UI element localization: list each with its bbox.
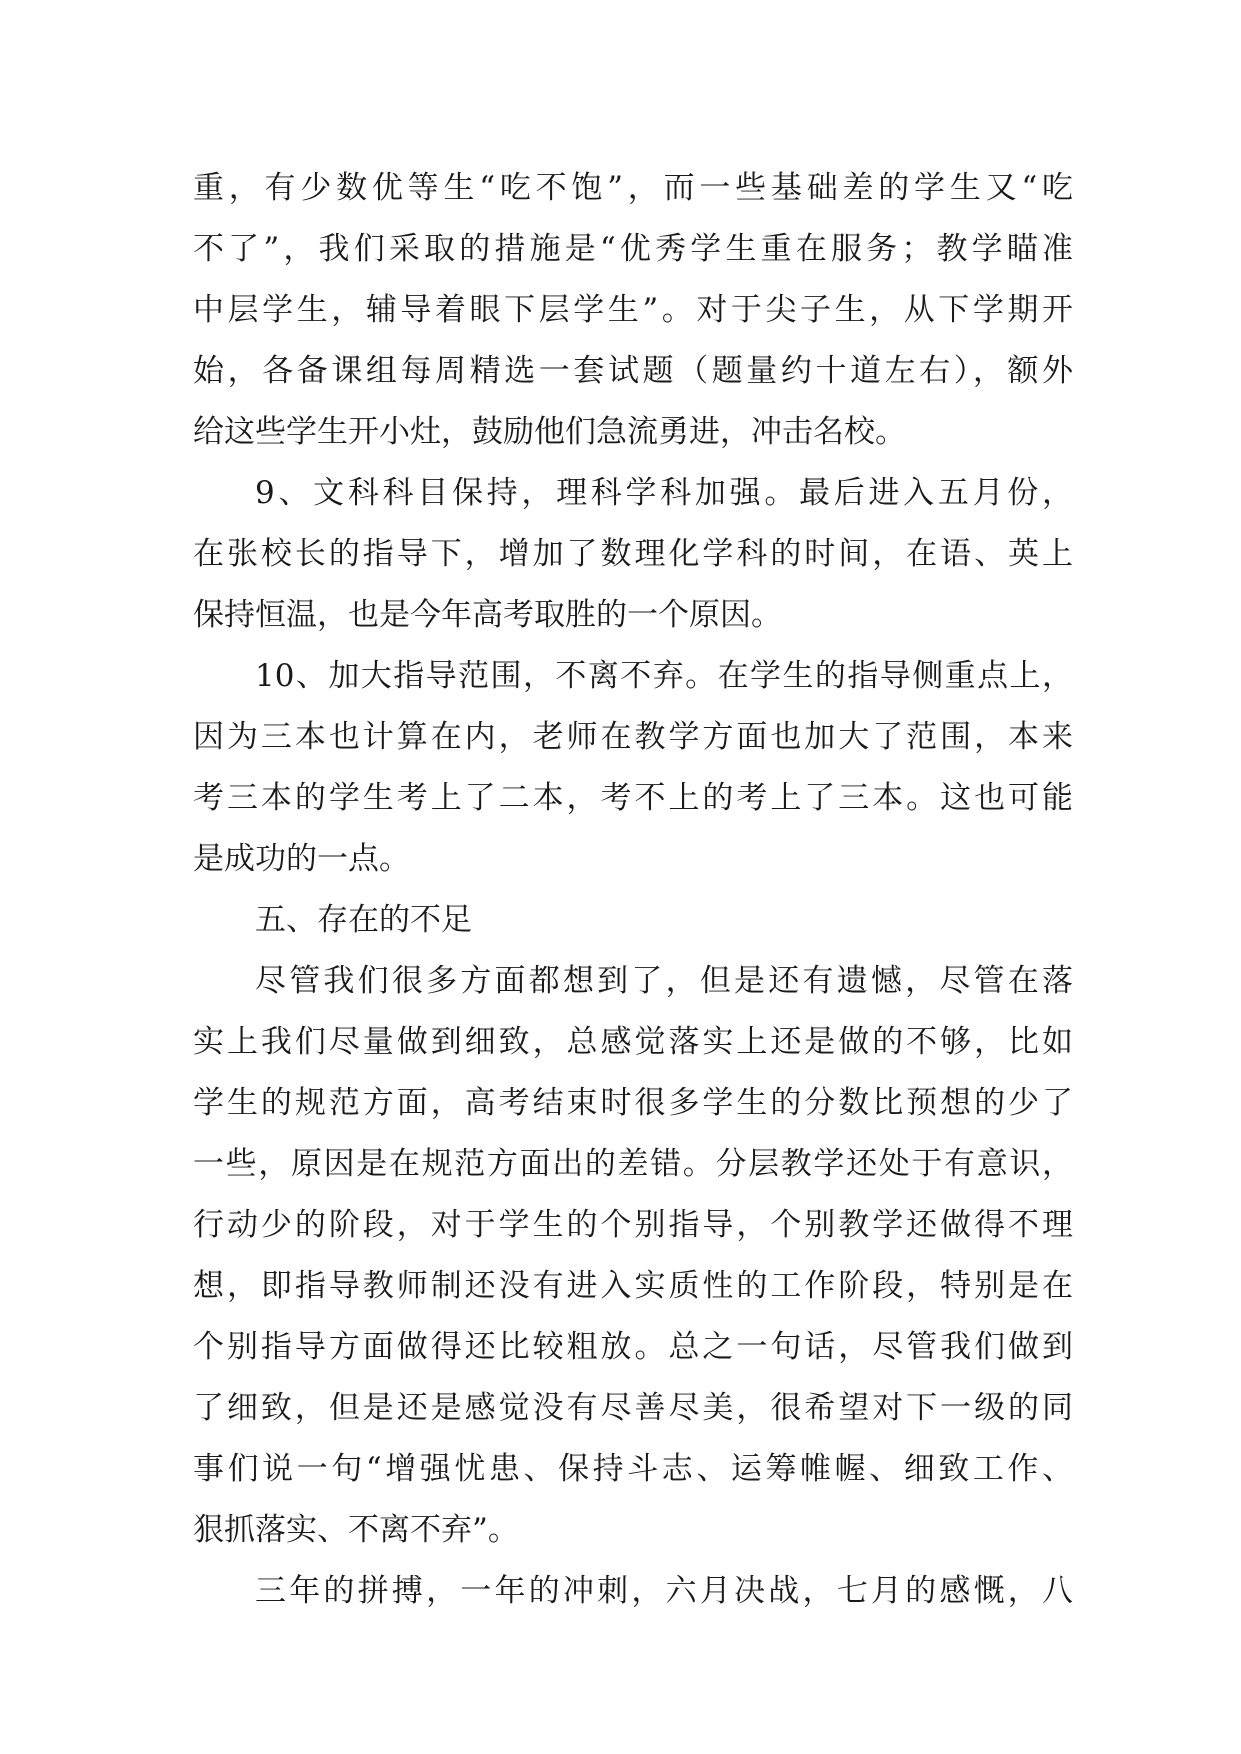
text-line: 是成功的一点。 [193, 841, 410, 877]
text-line: 不了”，我们采取的措施是“优秀学生重在服务；教学瞄准 [193, 231, 1073, 267]
text-line: 实上我们尽量做到细致，总感觉落实上还是做的不够，比如 [193, 1024, 1073, 1060]
text-line: 了细致，但是还是感觉没有尽善尽美，很希望对下一级的同 [193, 1390, 1073, 1426]
text-line: 重，有少数优等生“吃不饱”，而一些基础差的学生又“吃 [193, 170, 1073, 206]
text-line: 尽管我们很多方面都想到了，但是还有遗憾，尽管在落 [255, 963, 1073, 999]
text-line: 一些，原因是在规范方面出的差错。分层教学还处于有意识， [193, 1146, 1073, 1182]
text-line: 学生的规范方面，高考结束时很多学生的分数比预想的少了 [193, 1085, 1073, 1121]
text-line: 事们说一句“增强忧患、保持斗志、运筹帷幄、细致工作、 [193, 1451, 1073, 1487]
text-line: 想，即指导教师制还没有进入实质性的工作阶段，特别是在 [193, 1268, 1073, 1304]
text-line: 保持恒温，也是今年高考取胜的一个原因。 [193, 597, 782, 633]
text-line: 狠抓落实、不离不弃”。 [193, 1512, 519, 1548]
text-line: 始，各备课组每周精选一套试题（题量约十道左右），额外 [193, 353, 1073, 389]
text-line: 在张校长的指导下，增加了数理化学科的时间，在语、英上 [193, 536, 1073, 572]
text-line: 10、加大指导范围，不离不弃。在学生的指导侧重点上， [255, 658, 1073, 694]
text-line: 三年的拼搏，一年的冲刺，六月决战，七月的感慨，八 [255, 1573, 1073, 1609]
document-body [193, 158, 1073, 1622]
section-heading: 五、存在的不足 [255, 902, 472, 938]
text-line: 考三本的学生考上了二本，考不上的考上了三本。这也可能 [193, 780, 1073, 816]
text-line: 9、文科科目保持，理科学科加强。最后进入五月份， [255, 475, 1073, 511]
text-line: 给这些学生开小灶，鼓励他们急流勇进，冲击名校。 [193, 414, 906, 450]
text-line: 行动少的阶段，对于学生的个别指导，个别教学还做得不理 [193, 1207, 1073, 1243]
text-line: 个别指导方面做得还比较粗放。总之一句话，尽管我们做到 [193, 1329, 1073, 1365]
text-line: 因为三本也计算在内，老师在教学方面也加大了范围，本来 [193, 719, 1073, 755]
text-line: 中层学生，辅导着眼下层学生”。对于尖子生，从下学期开 [193, 292, 1073, 328]
